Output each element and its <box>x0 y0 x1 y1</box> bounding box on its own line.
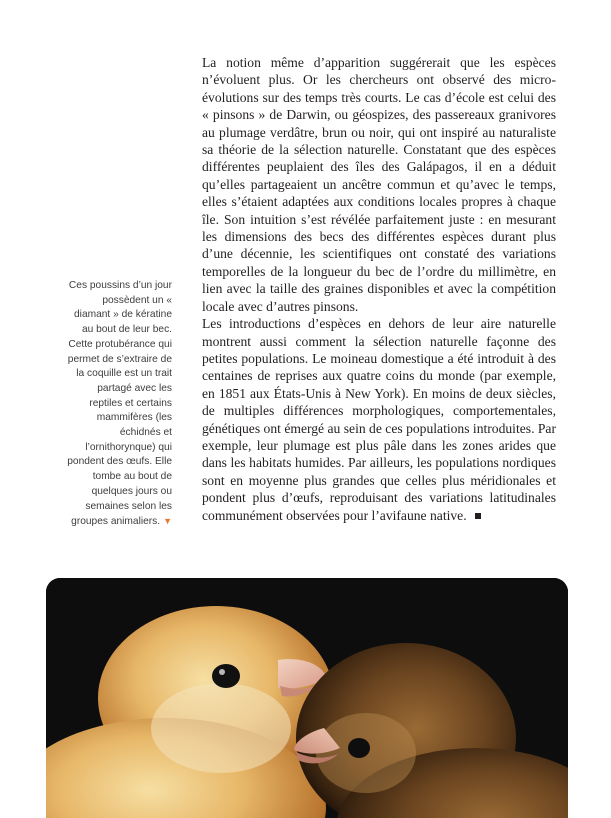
article-paragraph-2-text: Les introductions d’espèces en dehors de leur aire naturelle montrent aussi comment la sélection naturelle façonne des petites populations. Le moineau domestique a été introduit à des centaines de reprises aux quatre coins du monde (par exemple, en 1851 aux États-Unis à New York). En moins de deux siècles, de multiples différences morphologiques, comportementales, génétiques ont émergé au sein de ces populations introduites. Par exemple, leur plumage est plus pâle dans les zones arides que dans les habitats humides. Par ailleurs, les populations nordiques sont en moyenne plus grandes que celles plus méridionales et pondent plus d’œufs, reproduisant des variations latitudinales communément observées pour l’avifaune native. <box>202 316 556 523</box>
article-paragraph-1: La notion même d’apparition suggérerait que les espèces n’évoluent plus. Or les chercheurs ont observé des micro-évolutions sur des temps très courts. Le cas d’école est celui des « pinsons » de Darwin, ou géospizes, des passereaux granivores au plumage verdâtre, brun ou noir, qui ont inspiré au naturaliste sa théorie de la sélection naturelle. Constatant que des espèces différentes peuplaient des îles des Galápagos, il en a déduit qu’elles partageaient un ancêtre commun et qu’avec le temps, elles s’étaient adaptées aux conditions locales propres à chaque île. Son intuition s’est révélée parfaitement juste : en mesurant les dimensions des becs des différentes espèces durant plus d’une décennie, les scientifiques ont constaté des variations temporelles de la longueur du bec de l’ordre du millimètre, en lien avec la taille des graines disponibles et avec la compétition locale avec d’autres pinsons. <box>202 55 556 314</box>
end-of-article-mark <box>475 513 481 519</box>
right-chick-eye <box>348 738 370 758</box>
article-paragraph-2 <box>202 315 556 524</box>
caption-pointer-arrow-icon: ▼ <box>163 516 172 527</box>
left-chick-eye <box>212 664 240 688</box>
photo-caption <box>66 279 172 530</box>
article-body <box>202 54 556 524</box>
chicks-illustration <box>46 578 568 818</box>
chicks-photo <box>46 578 568 818</box>
photo-caption-text: Ces poussins d’un jour possèdent un « diamant » de kératine au bout de leur bec. Cette protubérance qui permet de s’extraire de la coquille est un trait partagé avec les reptiles et certains mammifères (les échidnés et l’ornithorynque) qui pondent des œufs. Elle tombe au bout de quelques jours ou semaines selon les groupes animaliers. <box>67 280 172 528</box>
